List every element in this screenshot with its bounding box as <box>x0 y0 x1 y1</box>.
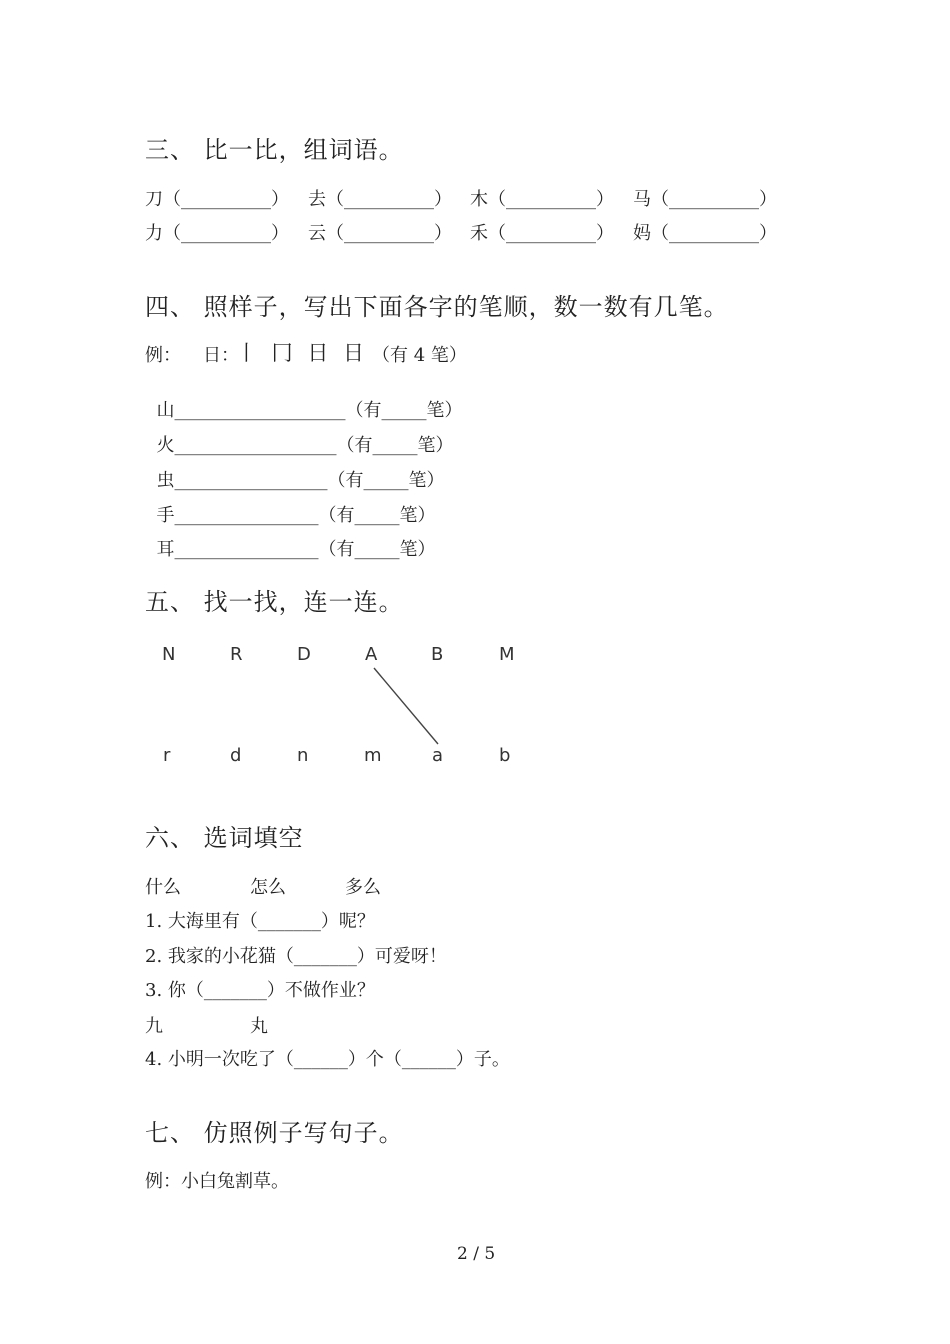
word-choice-zenme: 怎么 <box>250 877 286 898</box>
letter-lower-r[interactable]: r <box>163 745 171 766</box>
example-char: 日： <box>203 345 239 366</box>
stroke-count[interactable]: （有_____笔） <box>318 539 436 560</box>
stroke-char: 山 <box>156 400 175 421</box>
stroke-count[interactable]: （有_____笔） <box>345 400 463 421</box>
word-choice-shenme: 什么 <box>145 877 181 898</box>
stroke-count[interactable]: （有_____笔） <box>318 505 436 526</box>
word-choice-jiu: 九 <box>145 1016 163 1037</box>
section-5-title: 五、 找一找，连一连。 <box>145 588 404 616</box>
word-blank-yun[interactable]: 云（__________） <box>308 223 452 244</box>
word-choice-duome: 多么 <box>345 877 381 898</box>
letter-upper-d[interactable]: D <box>297 644 311 665</box>
letter-lower-m[interactable]: m <box>364 745 382 766</box>
section-7-title: 七、 仿照例子写句子。 <box>145 1119 404 1147</box>
stroke-blank[interactable]: ________________ <box>174 539 319 560</box>
stroke-blank[interactable]: __________________ <box>174 435 337 456</box>
word-blank-dao[interactable]: 刀（__________） <box>145 189 289 210</box>
stroke-char: 手 <box>156 505 175 526</box>
stroke-count[interactable]: （有_____笔） <box>336 435 454 456</box>
letter-lower-a[interactable]: a <box>432 745 444 766</box>
example-strokes: 丨 冂 日 日 <box>236 341 369 365</box>
question-2[interactable]: 2. 我家的小花猫（_______）可爱呀！ <box>145 946 447 967</box>
example-sentence: 例：小白兔割草。 <box>145 1171 289 1192</box>
stroke-count[interactable]: （有_____笔） <box>327 470 445 491</box>
question-4[interactable]: 4. 小明一次吃了（______）个（______）子。 <box>145 1049 510 1070</box>
letter-upper-m[interactable]: M <box>499 644 515 665</box>
letter-lower-b[interactable]: b <box>499 745 511 766</box>
letter-lower-n[interactable]: n <box>297 745 309 766</box>
word-blank-he[interactable]: 禾（__________） <box>470 223 614 244</box>
letter-lower-d[interactable]: d <box>230 745 242 766</box>
word-blank-ma[interactable]: 马（__________） <box>633 189 777 210</box>
stroke-blank[interactable]: ________________ <box>174 505 319 526</box>
question-3[interactable]: 3. 你（_______）不做作业？ <box>145 980 375 1001</box>
question-1[interactable]: 1. 大海里有（_______）呢？ <box>145 911 375 932</box>
page-number: 2 / 5 <box>457 1244 496 1264</box>
word-blank-mama[interactable]: 妈（__________） <box>633 223 777 244</box>
section-6-title: 六、 选词填空 <box>145 824 304 852</box>
stroke-blank[interactable]: _________________ <box>174 470 328 491</box>
stroke-char: 火 <box>156 435 175 456</box>
word-blank-qu[interactable]: 去（__________） <box>308 189 452 210</box>
letter-upper-a[interactable]: A <box>365 644 378 665</box>
letter-upper-r[interactable]: R <box>230 644 243 665</box>
example-count: （有 4 笔） <box>372 345 467 366</box>
letter-upper-n[interactable]: N <box>162 644 176 665</box>
section-3-title: 三、 比一比，组词语。 <box>145 136 404 164</box>
stroke-char: 虫 <box>156 470 175 491</box>
example-label: 例： <box>145 345 181 366</box>
section-4-title: 四、 照样子，写出下面各字的笔顺，数一数有几笔。 <box>145 293 729 321</box>
word-blank-mu[interactable]: 木（__________） <box>470 189 614 210</box>
word-choice-wan: 丸 <box>250 1016 268 1037</box>
stroke-char: 耳 <box>156 539 175 560</box>
stroke-blank[interactable]: ___________________ <box>174 400 346 421</box>
letter-upper-b[interactable]: B <box>431 644 444 665</box>
word-blank-li[interactable]: 力（__________） <box>145 223 289 244</box>
